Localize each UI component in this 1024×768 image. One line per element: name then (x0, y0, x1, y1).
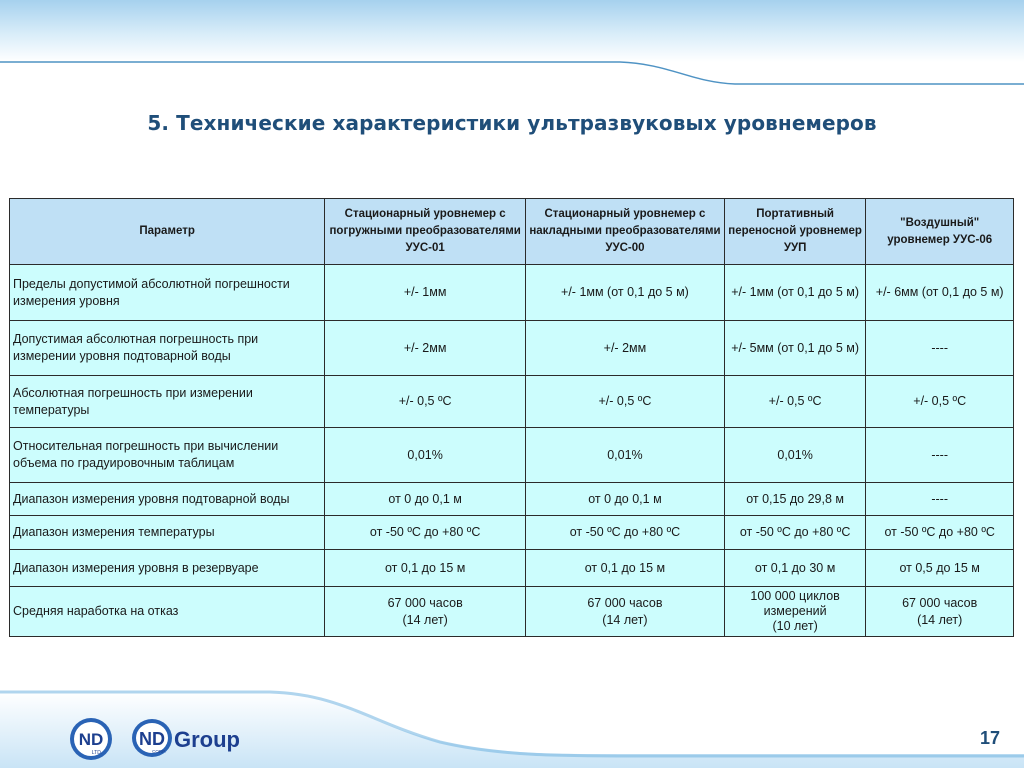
value-cell: +/- 2мм (325, 321, 526, 376)
value-cell: +/- 1мм (от 0,1 до 5 м) (724, 265, 866, 321)
value-cell: +/- 0,5 ºС (325, 376, 526, 428)
param-cell: Диапазон измерения температуры (10, 516, 325, 550)
param-cell: Абсолютная погрешность при измерении температуры (10, 376, 325, 428)
table-row (10, 587, 1014, 637)
value-cell: ---- (866, 428, 1014, 483)
header-uus-01: Стационарный уровнемер с погружными преобразователями УУС-01 (325, 199, 526, 265)
value-cell: ---- (866, 321, 1014, 376)
value-cell: 67 000 часов (14 лет) (866, 587, 1014, 637)
slide-title: 5. Технические характеристики ультразвуковых уровнемеров (147, 111, 877, 135)
value-cell: от -50 ºС до +80 ºС (724, 516, 866, 550)
param-cell: Средняя наработка на отказ (10, 587, 325, 637)
table-row (10, 483, 1014, 516)
value-cell: от 0,1 до 30 м (724, 550, 866, 587)
nd-ltd-logo (68, 716, 114, 762)
nd-ltd-logo-sub: LTD. (91, 750, 103, 756)
value-cell: от 0,1 до 15 м (526, 550, 725, 587)
value-cell: +/- 1мм (325, 265, 526, 321)
value-cell: +/- 2мм (526, 321, 725, 376)
nd-group-logo-sub: CORP. (152, 749, 166, 754)
value-cell: ---- (866, 483, 1014, 516)
value-cell: от -50 ºС до +80 ºС (526, 516, 725, 550)
table-row (10, 376, 1014, 428)
value-cell: 67 000 часов (14 лет) (526, 587, 725, 637)
nd-group-logo-main: ND (139, 729, 165, 749)
value-cell: 0,01% (325, 428, 526, 483)
param-cell: Диапазон измерения уровня подтоварной воды (10, 483, 325, 516)
nd-group-logo-word: Group (174, 727, 240, 752)
value-cell: +/- 1мм (от 0,1 до 5 м) (526, 265, 725, 321)
value-cell: 100 000 циклов измерений (10 лет) (724, 587, 866, 637)
param-cell: Пределы допустимой абсолютной погрешности измерения уровня (10, 265, 325, 321)
value-cell: от -50 ºС до +80 ºС (325, 516, 526, 550)
header-uup: Портативный переносной уровнемер УУП (724, 199, 866, 265)
page-number: 17 (979, 728, 1000, 748)
table-row (10, 321, 1014, 376)
param-cell: Диапазон измерения уровня в резервуаре (10, 550, 325, 587)
value-cell: 0,01% (724, 428, 866, 483)
value-cell: +/- 0,5 ºС (866, 376, 1014, 428)
nd-group-logo (130, 716, 246, 760)
value-cell: +/- 0,5 ºС (526, 376, 725, 428)
value-cell: +/- 0,5 ºС (724, 376, 866, 428)
value-cell: 67 000 часов (14 лет) (325, 587, 526, 637)
value-cell: +/- 6мм (от 0,1 до 5 м) (866, 265, 1014, 321)
param-cell: Допустимая абсолютная погрешность при измерении уровня подтоварной воды (10, 321, 325, 376)
value-cell: от 0,5 до 15 м (866, 550, 1014, 587)
specifications-table (9, 198, 1014, 637)
header-wave-decoration (0, 0, 1024, 110)
table-row (10, 550, 1014, 587)
table-row (10, 428, 1014, 483)
value-cell: 0,01% (526, 428, 725, 483)
value-cell: от 0 до 0,1 м (325, 483, 526, 516)
value-cell: от 0,1 до 15 м (325, 550, 526, 587)
value-cell: от 0,15 до 29,8 м (724, 483, 866, 516)
table-row (10, 516, 1014, 550)
header-parameter: Параметр (10, 199, 325, 265)
table-header-row (10, 199, 1014, 265)
value-cell: +/- 5мм (от 0,1 до 5 м) (724, 321, 866, 376)
value-cell: от -50 ºС до +80 ºС (866, 516, 1014, 550)
header-uus-00: Стационарный уровнемер с накладными преобразователями УУС-00 (526, 199, 725, 265)
value-cell: от 0 до 0,1 м (526, 483, 725, 516)
param-cell: Относительная погрешность при вычислении объема по градуировочным таблицам (10, 428, 325, 483)
nd-ltd-logo-main: ND (78, 730, 104, 749)
header-uus-06: "Воздушный" уровнемер УУС-06 (866, 199, 1014, 265)
table-row (10, 265, 1014, 321)
